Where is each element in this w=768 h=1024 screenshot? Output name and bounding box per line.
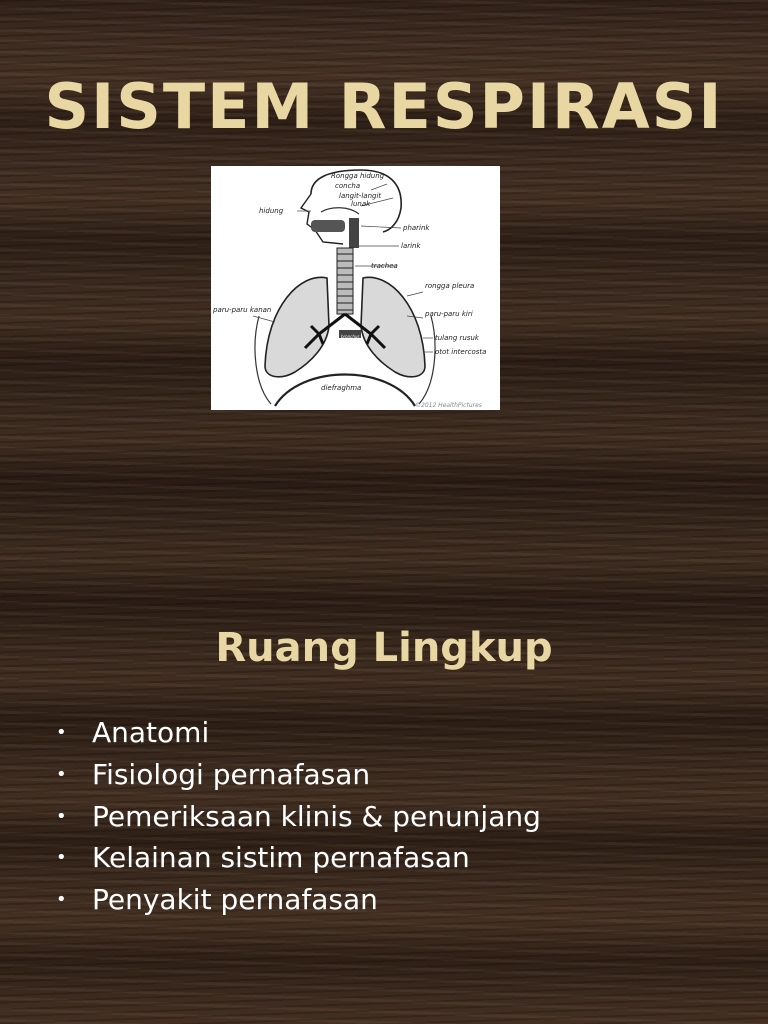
list-item — [56, 798, 541, 840]
bullet-icon: • — [56, 805, 67, 827]
label-langit-langit: langit-langit — [339, 192, 382, 200]
label-rongga-pleura: rongga pleura — [425, 282, 475, 290]
label-rongga-hidung: Rongga hidung — [331, 172, 385, 180]
label-lunak: lunak — [351, 200, 371, 208]
bullet-icon: • — [56, 847, 67, 869]
label-paru-kiri: paru-paru kiri — [425, 310, 473, 318]
list-item-label: Pemeriksaan klinis & penunjang — [92, 799, 541, 833]
respiratory-system-diagram — [211, 166, 500, 410]
label-pharink: pharink — [403, 224, 430, 232]
label-hidung: hidung — [259, 207, 284, 215]
list-item-label: Anatomi — [92, 716, 210, 749]
copyright-text: ©2012 HealthPictures — [415, 402, 482, 409]
bullet-icon: • — [56, 722, 67, 743]
label-paru-kanan: paru-paru kanan — [213, 306, 272, 314]
list-item — [56, 839, 541, 881]
slide-title: SISTEM RESPIRASI — [44, 70, 724, 143]
list-item — [56, 881, 541, 923]
bullet-icon: • — [56, 763, 67, 785]
respiratory-diagram-svg — [211, 166, 500, 410]
label-larink: larink — [401, 242, 421, 250]
scope-list — [56, 714, 541, 923]
list-item — [56, 756, 541, 798]
list-item-label: Penyakit pernafasan — [92, 883, 378, 917]
label-diafragma: diefraghma — [321, 384, 362, 392]
list-item — [56, 714, 541, 756]
label-trachea: trachea — [371, 262, 398, 270]
bullet-icon: • — [56, 889, 67, 911]
label-otot-intercosta: otot intercosta — [435, 348, 487, 356]
label-tulang-rusuk: tulang rusuk — [435, 334, 479, 342]
list-item-label: Fisiologi pernafasan — [92, 757, 371, 791]
label-bronchus: bronchus — [341, 334, 360, 339]
section-subtitle: Ruang Lingkup — [215, 625, 553, 671]
list-item-label: Kelainan sistim pernafasan — [92, 841, 470, 875]
label-concha: concha — [335, 182, 361, 190]
